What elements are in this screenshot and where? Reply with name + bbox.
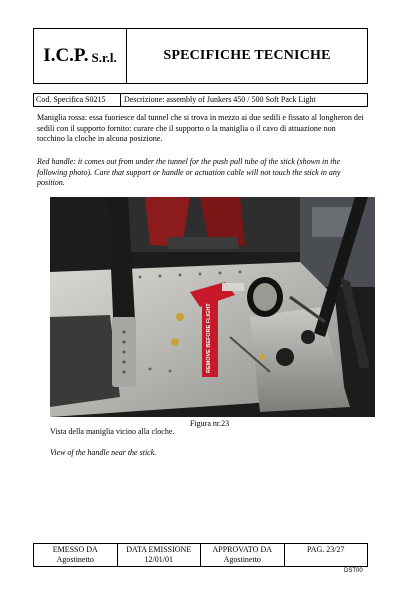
issue-date-label: DATA EMISSIONE (126, 545, 192, 554)
spec-row (33, 93, 368, 107)
page-number-cell (285, 544, 368, 566)
issued-by-label: EMESSO DA (52, 545, 98, 554)
company-suffix: S.r.l. (91, 50, 117, 65)
document-id: DST00 (344, 568, 363, 574)
approved-by-value: Agostinetto (223, 555, 261, 564)
cockpit-photo-illustration (50, 197, 375, 417)
english-paragraph: Red handle: it comes out from under the tunnel for the push pull tube of the stick (shown in the following photo). Care that support or handle or actuation cable will not touch the stick in any position. (37, 157, 341, 187)
page-number: PAG. 23/27 (307, 545, 345, 554)
issued-by-cell (34, 544, 118, 566)
figure-description-italian: Vista della maniglia vicino alla cloche. (50, 427, 175, 436)
company-name: I.C.P. (43, 45, 89, 66)
approved-by-cell (201, 544, 285, 566)
cockpit-photo (50, 197, 375, 417)
figure-description-english: View of the handle near the stick. (50, 448, 157, 457)
document-footer (33, 543, 368, 567)
issued-by-value: Agostinetto (56, 555, 94, 564)
approved-by-label: APPROVATO DA (212, 545, 272, 554)
italian-paragraph: Maniglia rossa: essa fuoriesce dal tunnel che si trova in mezzo ai due sedili e fissato al longheron dei sedili con il supporto fornito: curare che il supporto o la maniglia o il cavo di attuazione non tocchino la cloche in alcuna posizione. (37, 113, 364, 144)
document-title: SPECIFICHE TECNICHE (163, 48, 331, 63)
document-header (33, 28, 368, 84)
issue-date-value: 12/01/01 (144, 555, 173, 564)
figure-caption: Figura nr.23 (190, 419, 230, 428)
issue-date-cell (118, 544, 202, 566)
remove-before-flight-tag: REMOVE BEFORE FLIGHT (206, 303, 212, 373)
company-name-cell (34, 29, 127, 83)
spec-code: Cod. Specifica S0215 (34, 94, 121, 106)
spec-description: Descrizione: assembly of Junkers 450 / 500 Soft Pack Light (124, 95, 316, 104)
